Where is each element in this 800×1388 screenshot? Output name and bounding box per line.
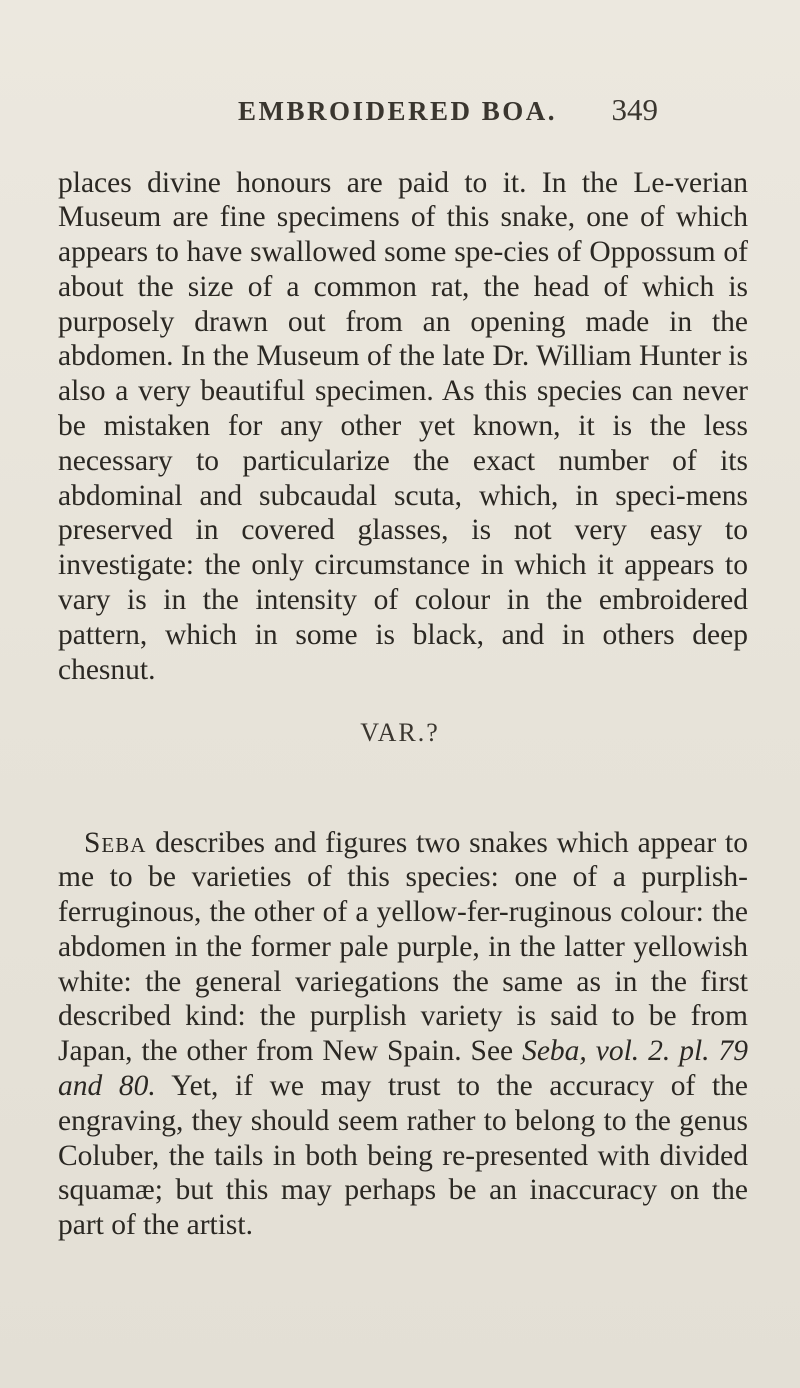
paragraph-2-text-b: Yet, if we may trust to the accuracy of the engraving, they should seem rather to belong to the genus Coluber, the tails in both being re-presented with divided squamæ; but this may perhaps be an inaccuracy on the part of the artist.: [58, 1070, 749, 1242]
paragraph-2-text-a: describes and figures two snakes which appear to me to be varieties of this species: one of a purplish-ferruginous, the other of a yellow-fer-ruginous colour: the abdomen in the former pale purple, in the latter yellowish white: the general variegations the same as in the first described kind: the purplish variety is said to be from Japan, the other from New Spain. See: [58, 826, 748, 1068]
running-head: [238, 92, 658, 132]
paragraph-1: places divine honours are paid to it. In the Le-verian Museum are fine specimens of this snake, one of which appears to have swallowed some spe-cies of Oppossum of about the size of a common rat, the head of which is purposely drawn out from an opening made in the abdomen. In the Museum of the late Dr. William Hunter is also a very beautiful specimen. As this species can never be mistaken for any other yet known, it is the less necessary to particularize the exact number of its abdominal and subcaudal scuta, which, in speci-mens preserved in covered glasses, is not very easy to investigate: the only circumstance in which it appears to vary is in the intensity of colour in the embroidered pattern, which in some is black, and in others deep chesnut.: [58, 166, 748, 686]
page-number: 349: [611, 92, 658, 127]
paragraph-2: [58, 826, 748, 1244]
section-heading: VAR.?: [360, 718, 440, 747]
running-title: EMBROIDERED BOA.: [238, 96, 558, 126]
citation: Seba, vol. 2. pl. 79 and 80.: [58, 1035, 748, 1103]
author-name: Seba: [84, 826, 147, 859]
